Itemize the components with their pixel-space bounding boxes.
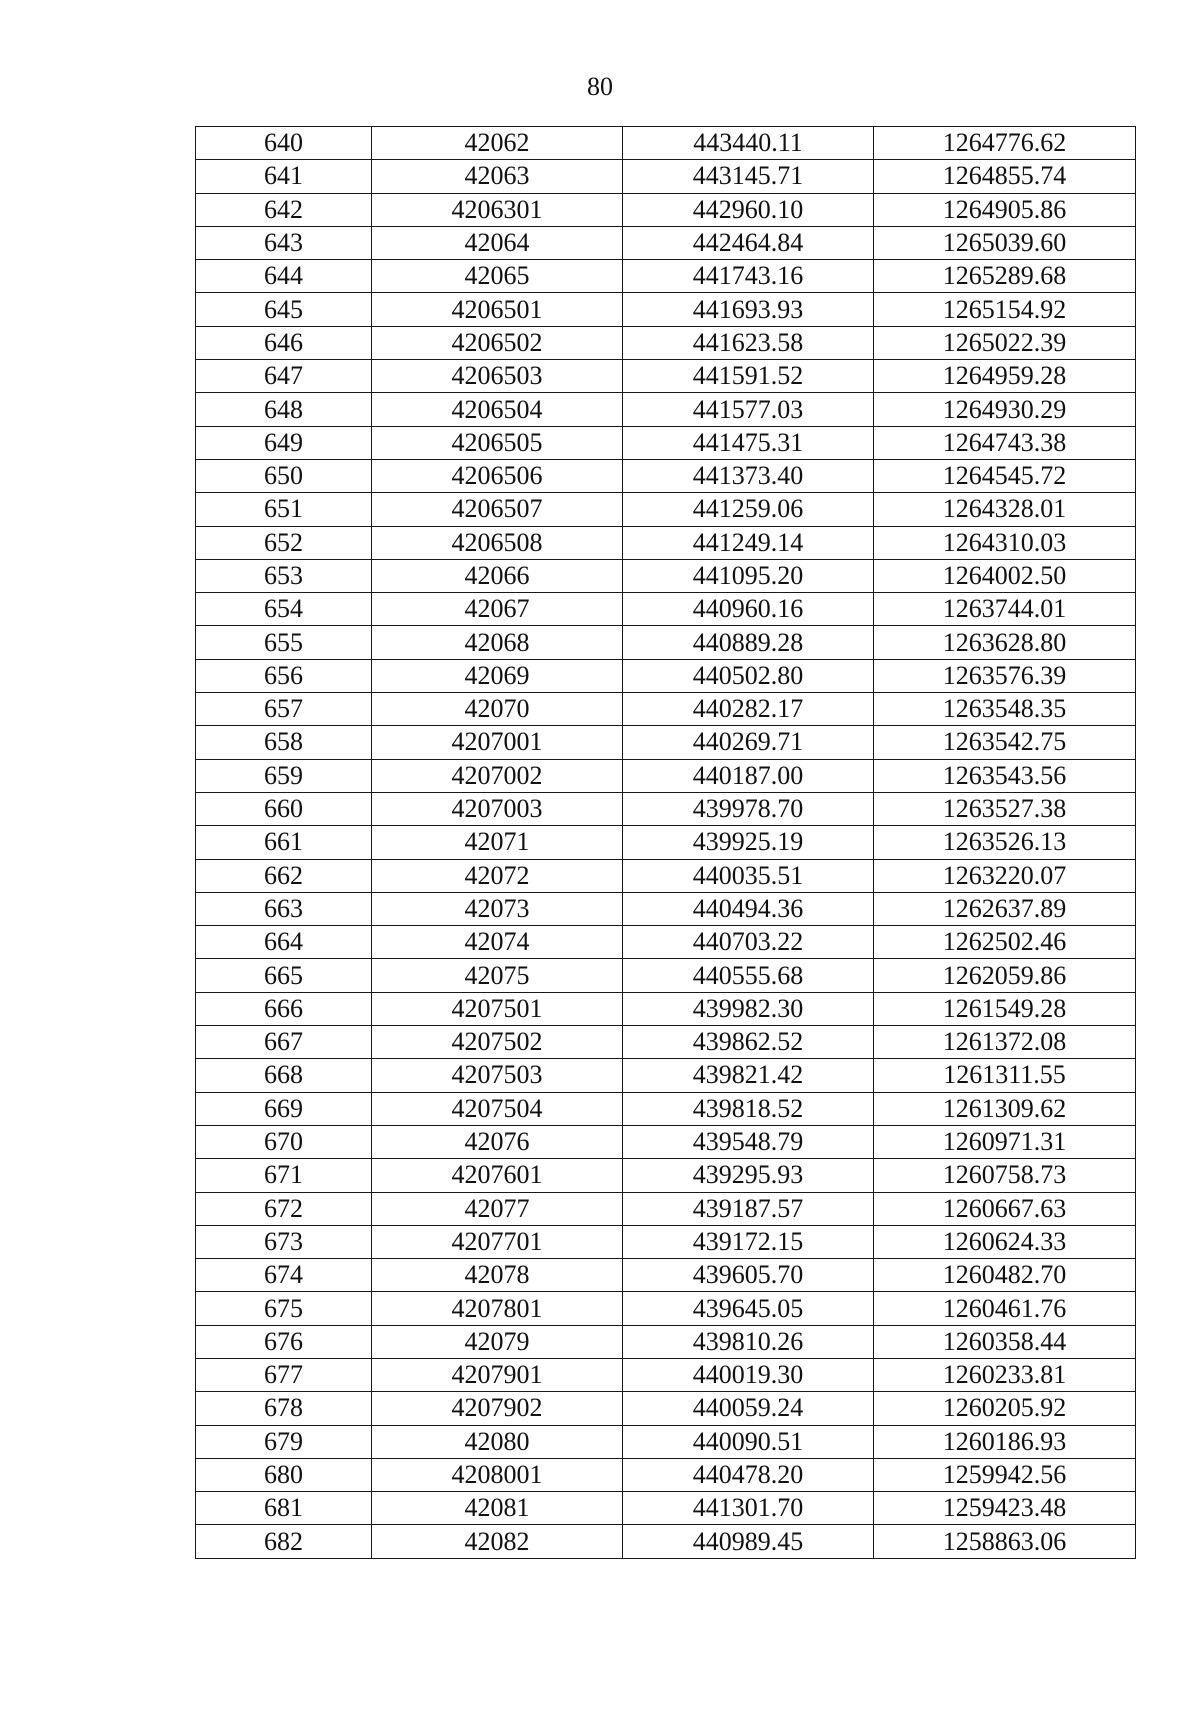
x-coordinate-cell: 440019.30 <box>623 1358 874 1391</box>
y-coordinate-cell: 1265022.39 <box>874 326 1136 359</box>
table-row <box>196 1458 1136 1491</box>
y-coordinate-cell: 1260186.93 <box>874 1425 1136 1458</box>
y-coordinate-cell: 1264930.29 <box>874 393 1136 426</box>
table-row <box>196 260 1136 293</box>
row-number-cell: 669 <box>196 1092 372 1125</box>
table-row <box>196 593 1136 626</box>
table-row <box>196 1159 1136 1192</box>
table-row <box>196 959 1136 992</box>
point-id-cell: 4207701 <box>372 1225 623 1258</box>
x-coordinate-cell: 439810.26 <box>623 1325 874 1358</box>
row-number-cell: 679 <box>196 1425 372 1458</box>
table-row <box>196 127 1136 160</box>
row-number-cell: 678 <box>196 1392 372 1425</box>
y-coordinate-cell: 1260205.92 <box>874 1392 1136 1425</box>
table-row <box>196 459 1136 492</box>
x-coordinate-cell: 441591.52 <box>623 360 874 393</box>
row-number-cell: 662 <box>196 859 372 892</box>
coordinates-table-container <box>195 126 1135 1559</box>
table-row <box>196 826 1136 859</box>
table-row <box>196 426 1136 459</box>
x-coordinate-cell: 439295.93 <box>623 1159 874 1192</box>
x-coordinate-cell: 440502.80 <box>623 659 874 692</box>
point-id-cell: 42063 <box>372 160 623 193</box>
row-number-cell: 646 <box>196 326 372 359</box>
table-row <box>196 926 1136 959</box>
y-coordinate-cell: 1260624.33 <box>874 1225 1136 1258</box>
row-number-cell: 674 <box>196 1259 372 1292</box>
y-coordinate-cell: 1263220.07 <box>874 859 1136 892</box>
row-number-cell: 681 <box>196 1492 372 1525</box>
y-coordinate-cell: 1260971.31 <box>874 1125 1136 1158</box>
point-id-cell: 4206301 <box>372 193 623 226</box>
point-id-cell: 42067 <box>372 593 623 626</box>
y-coordinate-cell: 1263548.35 <box>874 693 1136 726</box>
x-coordinate-cell: 441095.20 <box>623 559 874 592</box>
y-coordinate-cell: 1260758.73 <box>874 1159 1136 1192</box>
row-number-cell: 663 <box>196 892 372 925</box>
y-coordinate-cell: 1263527.38 <box>874 792 1136 825</box>
x-coordinate-cell: 441623.58 <box>623 326 874 359</box>
point-id-cell: 42068 <box>372 626 623 659</box>
x-coordinate-cell: 439172.15 <box>623 1225 874 1258</box>
point-id-cell: 4207003 <box>372 792 623 825</box>
x-coordinate-cell: 440269.71 <box>623 726 874 759</box>
row-number-cell: 670 <box>196 1125 372 1158</box>
row-number-cell: 666 <box>196 992 372 1025</box>
y-coordinate-cell: 1265154.92 <box>874 293 1136 326</box>
table-row <box>196 293 1136 326</box>
table-row <box>196 1092 1136 1125</box>
row-number-cell: 665 <box>196 959 372 992</box>
point-id-cell: 42079 <box>372 1325 623 1358</box>
row-number-cell: 643 <box>196 226 372 259</box>
table-row <box>196 393 1136 426</box>
row-number-cell: 645 <box>196 293 372 326</box>
point-id-cell: 42074 <box>372 926 623 959</box>
page-number: 80 <box>587 72 613 101</box>
table-row <box>196 1225 1136 1258</box>
y-coordinate-cell: 1263542.75 <box>874 726 1136 759</box>
point-id-cell: 4206503 <box>372 360 623 393</box>
point-id-cell: 4207501 <box>372 992 623 1025</box>
y-coordinate-cell: 1264959.28 <box>874 360 1136 393</box>
y-coordinate-cell: 1258863.06 <box>874 1525 1136 1558</box>
row-number-cell: 654 <box>196 593 372 626</box>
y-coordinate-cell: 1264776.62 <box>874 127 1136 160</box>
table-row <box>196 160 1136 193</box>
x-coordinate-cell: 439605.70 <box>623 1259 874 1292</box>
y-coordinate-cell: 1265039.60 <box>874 226 1136 259</box>
table-row <box>196 626 1136 659</box>
x-coordinate-cell: 441693.93 <box>623 293 874 326</box>
point-id-cell: 4207002 <box>372 759 623 792</box>
row-number-cell: 680 <box>196 1458 372 1491</box>
row-number-cell: 659 <box>196 759 372 792</box>
row-number-cell: 673 <box>196 1225 372 1258</box>
point-id-cell: 42065 <box>372 260 623 293</box>
x-coordinate-cell: 442464.84 <box>623 226 874 259</box>
row-number-cell: 656 <box>196 659 372 692</box>
point-id-cell: 42071 <box>372 826 623 859</box>
x-coordinate-cell: 440703.22 <box>623 926 874 959</box>
x-coordinate-cell: 440282.17 <box>623 693 874 726</box>
table-row <box>196 493 1136 526</box>
table-row <box>196 892 1136 925</box>
row-number-cell: 655 <box>196 626 372 659</box>
point-id-cell: 42070 <box>372 693 623 726</box>
x-coordinate-cell: 440187.00 <box>623 759 874 792</box>
point-id-cell: 4207601 <box>372 1159 623 1192</box>
point-id-cell: 42066 <box>372 559 623 592</box>
table-row <box>196 1026 1136 1059</box>
table-row <box>196 693 1136 726</box>
y-coordinate-cell: 1261309.62 <box>874 1092 1136 1125</box>
x-coordinate-cell: 443145.71 <box>623 160 874 193</box>
row-number-cell: 644 <box>196 260 372 293</box>
row-number-cell: 642 <box>196 193 372 226</box>
x-coordinate-cell: 441577.03 <box>623 393 874 426</box>
point-id-cell: 4206501 <box>372 293 623 326</box>
table-row <box>196 1192 1136 1225</box>
table-row <box>196 726 1136 759</box>
row-number-cell: 647 <box>196 360 372 393</box>
row-number-cell: 651 <box>196 493 372 526</box>
row-number-cell: 676 <box>196 1325 372 1358</box>
y-coordinate-cell: 1260461.76 <box>874 1292 1136 1325</box>
y-coordinate-cell: 1261311.55 <box>874 1059 1136 1092</box>
row-number-cell: 664 <box>196 926 372 959</box>
row-number-cell: 672 <box>196 1192 372 1225</box>
x-coordinate-cell: 439818.52 <box>623 1092 874 1125</box>
row-number-cell: 660 <box>196 792 372 825</box>
x-coordinate-cell: 440090.51 <box>623 1425 874 1458</box>
y-coordinate-cell: 1259942.56 <box>874 1458 1136 1491</box>
point-id-cell: 4207902 <box>372 1392 623 1425</box>
row-number-cell: 640 <box>196 127 372 160</box>
table-row <box>196 559 1136 592</box>
x-coordinate-cell: 440555.68 <box>623 959 874 992</box>
table-row <box>196 659 1136 692</box>
y-coordinate-cell: 1265289.68 <box>874 260 1136 293</box>
table-row <box>196 859 1136 892</box>
y-coordinate-cell: 1260667.63 <box>874 1192 1136 1225</box>
point-id-cell: 4208001 <box>372 1458 623 1491</box>
x-coordinate-cell: 439548.79 <box>623 1125 874 1158</box>
table-row <box>196 360 1136 393</box>
row-number-cell: 652 <box>196 526 372 559</box>
x-coordinate-cell: 439978.70 <box>623 792 874 825</box>
x-coordinate-cell: 439821.42 <box>623 1059 874 1092</box>
x-coordinate-cell: 440889.28 <box>623 626 874 659</box>
y-coordinate-cell: 1262637.89 <box>874 892 1136 925</box>
x-coordinate-cell: 440478.20 <box>623 1458 874 1491</box>
y-coordinate-cell: 1263543.56 <box>874 759 1136 792</box>
row-number-cell: 668 <box>196 1059 372 1092</box>
table-row <box>196 526 1136 559</box>
point-id-cell: 4207901 <box>372 1358 623 1391</box>
y-coordinate-cell: 1264002.50 <box>874 559 1136 592</box>
row-number-cell: 649 <box>196 426 372 459</box>
row-number-cell: 671 <box>196 1159 372 1192</box>
y-coordinate-cell: 1264905.86 <box>874 193 1136 226</box>
x-coordinate-cell: 441373.40 <box>623 459 874 492</box>
y-coordinate-cell: 1263526.13 <box>874 826 1136 859</box>
table-row <box>196 792 1136 825</box>
x-coordinate-cell: 442960.10 <box>623 193 874 226</box>
point-id-cell: 42072 <box>372 859 623 892</box>
x-coordinate-cell: 439862.52 <box>623 1026 874 1059</box>
point-id-cell: 4206507 <box>372 493 623 526</box>
row-number-cell: 675 <box>196 1292 372 1325</box>
point-id-cell: 42076 <box>372 1125 623 1158</box>
point-id-cell: 4206506 <box>372 459 623 492</box>
table-row <box>196 1358 1136 1391</box>
table-row <box>196 1259 1136 1292</box>
y-coordinate-cell: 1260233.81 <box>874 1358 1136 1391</box>
x-coordinate-cell: 441249.14 <box>623 526 874 559</box>
table-row <box>196 1492 1136 1525</box>
point-id-cell: 4207001 <box>372 726 623 759</box>
point-id-cell: 4206508 <box>372 526 623 559</box>
table-row <box>196 759 1136 792</box>
x-coordinate-cell: 441259.06 <box>623 493 874 526</box>
y-coordinate-cell: 1264328.01 <box>874 493 1136 526</box>
table-row <box>196 1525 1136 1558</box>
row-number-cell: 677 <box>196 1358 372 1391</box>
y-coordinate-cell: 1262502.46 <box>874 926 1136 959</box>
y-coordinate-cell: 1264855.74 <box>874 160 1136 193</box>
point-id-cell: 42077 <box>372 1192 623 1225</box>
x-coordinate-cell: 439187.57 <box>623 1192 874 1225</box>
y-coordinate-cell: 1261372.08 <box>874 1026 1136 1059</box>
point-id-cell: 4206502 <box>372 326 623 359</box>
x-coordinate-cell: 441301.70 <box>623 1492 874 1525</box>
table-row <box>196 226 1136 259</box>
row-number-cell: 648 <box>196 393 372 426</box>
y-coordinate-cell: 1262059.86 <box>874 959 1136 992</box>
point-id-cell: 42062 <box>372 127 623 160</box>
row-number-cell: 682 <box>196 1525 372 1558</box>
x-coordinate-cell: 439645.05 <box>623 1292 874 1325</box>
row-number-cell: 653 <box>196 559 372 592</box>
y-coordinate-cell: 1261549.28 <box>874 992 1136 1025</box>
table-row <box>196 1392 1136 1425</box>
x-coordinate-cell: 441743.16 <box>623 260 874 293</box>
point-id-cell: 4207801 <box>372 1292 623 1325</box>
table-body <box>196 127 1136 1559</box>
y-coordinate-cell: 1264545.72 <box>874 459 1136 492</box>
table-row <box>196 1125 1136 1158</box>
y-coordinate-cell: 1260482.70 <box>874 1259 1136 1292</box>
point-id-cell: 42073 <box>372 892 623 925</box>
point-id-cell: 4207502 <box>372 1026 623 1059</box>
x-coordinate-cell: 443440.11 <box>623 127 874 160</box>
x-coordinate-cell: 440960.16 <box>623 593 874 626</box>
row-number-cell: 667 <box>196 1026 372 1059</box>
point-id-cell: 42075 <box>372 959 623 992</box>
y-coordinate-cell: 1264310.03 <box>874 526 1136 559</box>
table-row <box>196 1292 1136 1325</box>
row-number-cell: 650 <box>196 459 372 492</box>
point-id-cell: 4206505 <box>372 426 623 459</box>
coordinates-table <box>195 126 1136 1559</box>
y-coordinate-cell: 1263628.80 <box>874 626 1136 659</box>
table-row <box>196 992 1136 1025</box>
x-coordinate-cell: 441475.31 <box>623 426 874 459</box>
x-coordinate-cell: 439925.19 <box>623 826 874 859</box>
y-coordinate-cell: 1259423.48 <box>874 1492 1136 1525</box>
x-coordinate-cell: 439982.30 <box>623 992 874 1025</box>
y-coordinate-cell: 1263744.01 <box>874 593 1136 626</box>
row-number-cell: 661 <box>196 826 372 859</box>
y-coordinate-cell: 1263576.39 <box>874 659 1136 692</box>
x-coordinate-cell: 440494.36 <box>623 892 874 925</box>
table-row <box>196 326 1136 359</box>
row-number-cell: 658 <box>196 726 372 759</box>
point-id-cell: 42078 <box>372 1259 623 1292</box>
point-id-cell: 4206504 <box>372 393 623 426</box>
point-id-cell: 4207504 <box>372 1092 623 1125</box>
table-row <box>196 1425 1136 1458</box>
y-coordinate-cell: 1264743.38 <box>874 426 1136 459</box>
x-coordinate-cell: 440989.45 <box>623 1525 874 1558</box>
table-row <box>196 1059 1136 1092</box>
x-coordinate-cell: 440059.24 <box>623 1392 874 1425</box>
point-id-cell: 42080 <box>372 1425 623 1458</box>
row-number-cell: 641 <box>196 160 372 193</box>
point-id-cell: 42064 <box>372 226 623 259</box>
x-coordinate-cell: 440035.51 <box>623 859 874 892</box>
table-row <box>196 1325 1136 1358</box>
point-id-cell: 4207503 <box>372 1059 623 1092</box>
table-row <box>196 193 1136 226</box>
point-id-cell: 42082 <box>372 1525 623 1558</box>
y-coordinate-cell: 1260358.44 <box>874 1325 1136 1358</box>
row-number-cell: 657 <box>196 693 372 726</box>
point-id-cell: 42081 <box>372 1492 623 1525</box>
point-id-cell: 42069 <box>372 659 623 692</box>
